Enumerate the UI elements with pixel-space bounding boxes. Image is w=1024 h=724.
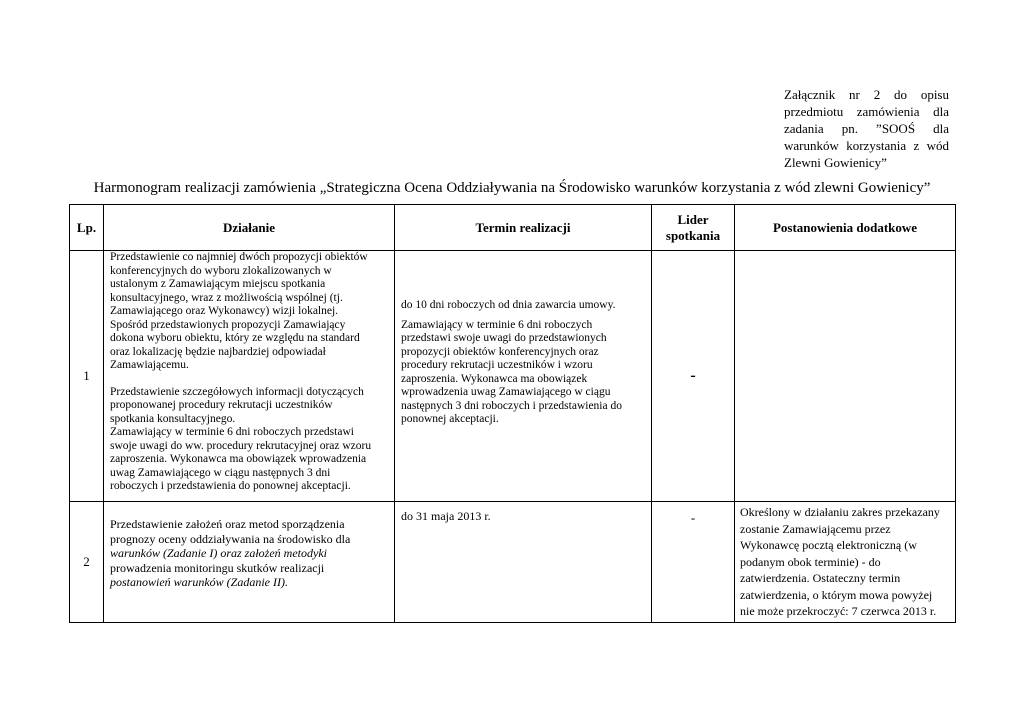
header-provisions: Postanowienia dodatkowe [735, 205, 956, 251]
action-line: Spośród przedstawionych propozycji Zamawiający [110, 318, 346, 331]
row-number: 1 [70, 251, 104, 502]
action-line: Przedstawienie co najmniej dwóch propozycji obiektów [110, 251, 368, 263]
table-row [70, 502, 956, 623]
action-line: swoje uwagi do ww. procedury rekrutacyjnej oraz wzoru [110, 439, 372, 452]
deadline-cell: do 31 maja 2013 r. [395, 502, 652, 623]
action-line: prowadzenia monitoringu skutków realizacji [110, 560, 325, 575]
action-line: dokona wyboru obiektu, który ze względu na standard [110, 332, 360, 344]
provisions-line: zostanie Zamawiającemu przez [740, 521, 891, 536]
deadline-line: przedstawi swoje uwagi do przedstawionych [401, 332, 607, 344]
deadline-line: wprowadzenia uwag Zamawiającego w ciągu [401, 386, 611, 398]
header-leader-line: spotkania [665, 227, 721, 243]
leader-value: - [690, 367, 696, 384]
action-line: Zamawiającemu. [110, 359, 189, 371]
action-line: ustalonym z Zamawiającym miejscu spotkania [110, 278, 326, 290]
provisions-line: zatwierdzenia, o którym mowa powyżej [740, 587, 933, 602]
table-header-row [70, 205, 956, 251]
annex-note [784, 86, 949, 171]
deadline-line: ponownej akceptacji. [401, 413, 499, 425]
action-line: postanowień warunków (Zadanie II). [110, 575, 288, 589]
leader-cell [652, 502, 735, 623]
action-line: Zamawiającego oraz Wykonawcy) wizji lokalnej. [110, 305, 339, 317]
header-deadline: Termin realizacji [395, 205, 652, 251]
table-row [70, 251, 956, 502]
deadline-line: propozycji obiektów konferencyjnych oraz [401, 345, 599, 358]
provisions-cell [735, 502, 956, 623]
deadline-line: Zamawiający w terminie 6 dni roboczych [401, 318, 593, 331]
provisions-line: zatwierdzenia. Ostateczny termin [740, 571, 901, 585]
action-line: Przedstawienie szczegółowych informacji dotyczących [110, 385, 364, 398]
header-lp: Lp. [70, 205, 104, 251]
action-line: prognozy oceny oddziaływania na środowisko dla [110, 531, 351, 546]
leader-cell [652, 251, 735, 502]
deadline-line: do 10 dni roboczych od dnia zawarcia umowy. [401, 299, 616, 311]
action-line: spotkania konsultacyjnego. [110, 412, 236, 425]
provisions-line: nie może przekroczyć: 7 czerwca 2013 r. [740, 604, 937, 618]
action-line: oraz lokalizację będzie najbardziej odpowiadał [110, 345, 326, 358]
provisions-line: Wykonawcę pocztą elektroniczną (w [740, 538, 917, 552]
annex-line: Zlewni Gowienicy” [784, 155, 887, 170]
provisions-line: podanym obok terminie) - do [740, 554, 881, 569]
action-line: Przedstawienie założeń oraz metod sporządzenia [110, 517, 345, 531]
header-leader-line: Lider [677, 211, 709, 227]
action-line: roboczych i przedstawienia do ponownej akceptacji. [110, 480, 351, 492]
action-line: uwag Zamawiającego w ciągu następnych 3 dni [110, 466, 331, 479]
action-line: Zamawiający w terminie 6 dni roboczych przedstawi [110, 426, 354, 438]
action-line: konsultacyjnego, wraz z możliwością wspólnej (tj. [110, 291, 343, 304]
header-action: Działanie [104, 205, 395, 251]
deadline-line: zaproszenia. Wykonawca ma obowiązek [401, 372, 588, 385]
provisions-cell [735, 251, 956, 502]
header-leader [652, 205, 735, 251]
annex-line: warunków korzystania z wód [784, 138, 949, 153]
annex-line: przedmiotu zamówienia dla [784, 104, 949, 119]
action-line: zaproszenia. Wykonawca ma obowiązek wprowadzenia [110, 453, 367, 465]
annex-line: zadania pn. ”SOOŚ dla [784, 121, 949, 136]
action-cell [104, 502, 395, 623]
leader-value: - [690, 510, 696, 525]
deadline-line: procedury rekrutacji uczestników i wzoru [401, 359, 593, 371]
deadline-line: następnych 3 dni roboczych i przedstawienia do [401, 399, 622, 412]
action-line: konferencyjnych do wyboru zlokalizowanych w [110, 264, 332, 277]
action-line: proponowanej procedury rekrutacji uczestników [110, 399, 333, 411]
deadline-cell [395, 251, 652, 502]
annex-line: Załącznik nr 2 do opisu [784, 87, 949, 102]
schedule-table [69, 204, 956, 623]
action-line: warunków (Zadanie I) oraz założeń metodyki [110, 546, 327, 560]
action-cell [104, 251, 395, 502]
row-number: 2 [70, 502, 104, 623]
provisions-line: Określony w działaniu zakres przekazany [740, 505, 940, 519]
document-title: Harmonogram realizacji zamówienia „Strategiczna Ocena Oddziaływania na Środowisko warunków korzystania z wód zlewni Gowienicy” [93, 180, 931, 196]
